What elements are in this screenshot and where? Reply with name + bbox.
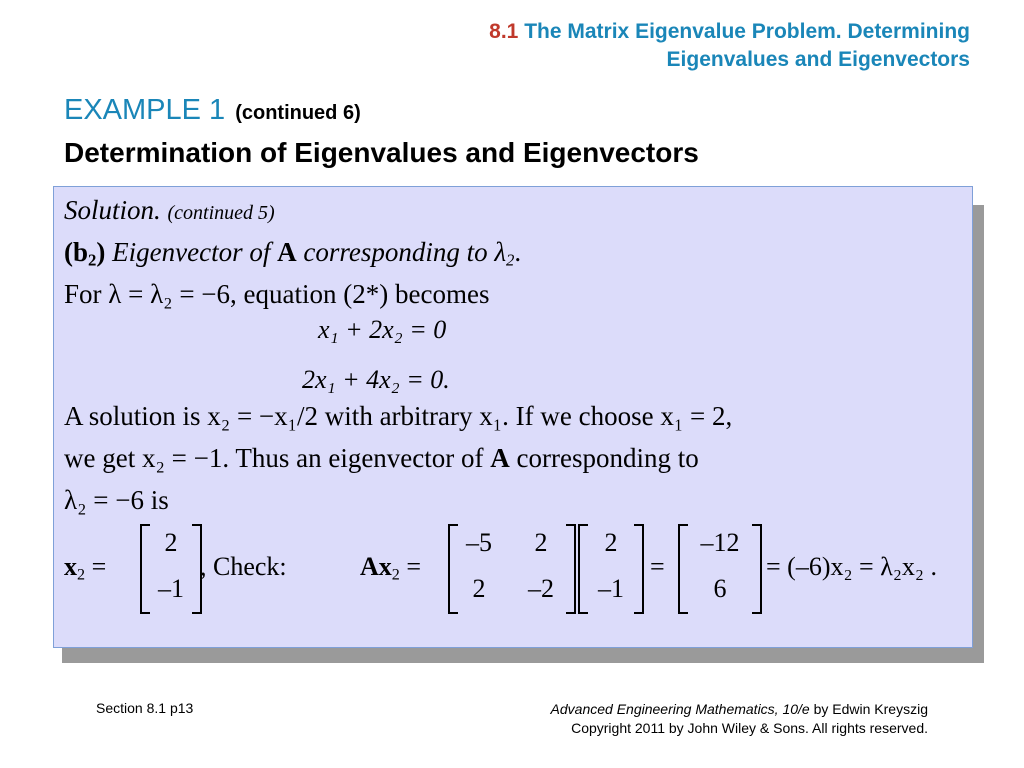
example-subtitle: Determination of Eigenvalues and Eigenvectors	[64, 137, 699, 168]
solution-line-3: λ₂ = −6 is	[64, 485, 169, 515]
part-matrix-A: A	[277, 237, 297, 267]
slide-header	[489, 18, 970, 74]
for-line: For λ = λ₂ = −6, equation (2*) becomes	[64, 279, 490, 309]
example-title: EXAMPLE 1	[64, 94, 226, 126]
vector-x2-check	[578, 524, 644, 614]
footer-author: by Edwin Kreyszig	[809, 701, 928, 717]
solution-line-1: A solution is x₂ = −x₁/2 with arbitrary x₁. If we choose x₁ = 2,	[64, 401, 733, 431]
solution-line-2a: we get x₂ = −1. Thus an eigenvector of	[64, 443, 484, 473]
example-continued: (continued 6)	[235, 102, 361, 124]
vector-x2-cell: 2	[164, 528, 178, 557]
vector-x2-check-cell: –1	[598, 574, 624, 603]
solution-line-2-A: A	[490, 443, 510, 473]
equation-1: x₁ + 2x₂ = 0	[318, 315, 447, 344]
result-tail: = (–6)x₂ = λ₂x₂ .	[766, 552, 937, 581]
vector-x2-check-cell: 2	[604, 528, 618, 557]
vector-x2	[140, 524, 202, 614]
footer-book: Advanced Engineering Mathematics, 10/e	[550, 701, 810, 717]
part-label: (b	[64, 237, 89, 267]
result-vector-cell: 6	[713, 574, 727, 603]
matrix-A-cell: –5	[466, 528, 492, 557]
x2-label: $x_2$ =	[64, 552, 107, 584]
matrix-A	[448, 524, 576, 614]
footer-citation	[551, 700, 928, 738]
matrix-A-cell: 2	[472, 574, 486, 603]
solution-line-2	[64, 443, 699, 474]
part-heading-line: $(b_2)$ Eigenvector of A corresponding to $\lambda_2$.	[64, 237, 522, 270]
solution-continued: (continued 5)	[167, 202, 275, 224]
matrix-A-cell: 2	[534, 528, 548, 557]
solution-box	[53, 186, 973, 648]
part-text: Eigenvector of	[112, 237, 271, 267]
solution-heading: Solution.	[64, 195, 161, 225]
result-vector	[678, 524, 762, 614]
result-vector-cell: –12	[700, 528, 740, 557]
matrix-A-cell: –2	[528, 574, 554, 603]
part-close: )	[96, 237, 106, 267]
equals-sign: =	[650, 552, 665, 581]
part-sub: 2	[88, 250, 97, 270]
vector-x2-cell: –1	[158, 574, 184, 603]
example-heading	[64, 94, 361, 127]
header-title-line1: The Matrix Eigenvalue Problem. Determining	[524, 20, 970, 43]
check-label: , Check:	[200, 552, 287, 581]
solution-line-2b: corresponding to	[516, 443, 699, 473]
footer-copyright: Copyright 2011 by John Wiley & Sons. All rights reserved.	[571, 720, 928, 736]
section-number: 8.1	[489, 20, 519, 43]
part-text2: corresponding to λ	[303, 237, 507, 267]
part-lambda-sub: 2	[506, 250, 515, 270]
Ax2-label: $Ax_2$ =	[360, 552, 422, 584]
eigenvector-check	[60, 520, 972, 616]
equation-2: 2x₁ + 4x₂ = 0.	[302, 365, 450, 394]
header-title-line2: Eigenvalues and Eigenvectors	[666, 48, 970, 71]
solution-heading-line	[64, 195, 275, 226]
footer-section: Section 8.1 p13	[96, 700, 194, 716]
